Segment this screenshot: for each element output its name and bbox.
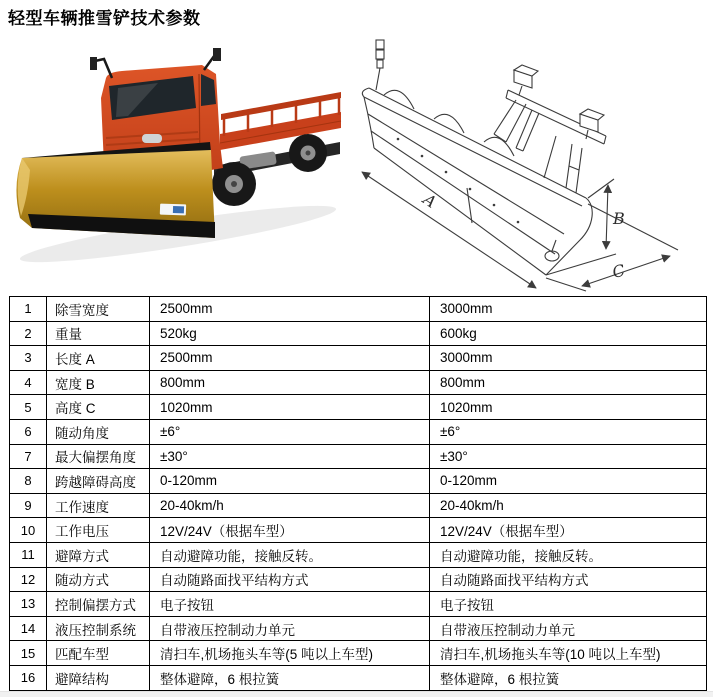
plow-dimension-drawing	[356, 38, 712, 294]
cell-row-number: 15	[10, 641, 47, 666]
label-a: A	[419, 189, 440, 212]
cell-value-model-1: 1020mm	[150, 395, 430, 420]
cell-value-model-2: 20-40km/h	[430, 493, 707, 518]
cell-parameter-name: 最大偏摆角度	[47, 444, 150, 469]
cell-parameter-name: 工作速度	[47, 493, 150, 518]
dimension-c	[546, 204, 678, 291]
cell-parameter-name: 液压控制系统	[47, 616, 150, 641]
cell-row-number: 4	[10, 370, 47, 395]
cell-value-model-1: 800mm	[150, 370, 430, 395]
cell-row-number: 6	[10, 419, 47, 444]
cell-parameter-name: 宽度 B	[47, 370, 150, 395]
spring-covers	[384, 90, 514, 156]
label-b: B	[613, 209, 625, 228]
table-row	[10, 395, 707, 420]
cell-value-model-1: 0-120mm	[150, 469, 430, 494]
cell-value-model-1: 2500mm	[150, 297, 430, 322]
table-row	[10, 419, 707, 444]
table-row	[10, 346, 707, 371]
cell-parameter-name: 随动方式	[47, 567, 150, 592]
table-row	[10, 542, 707, 567]
cell-value-model-2: 1020mm	[430, 395, 707, 420]
cell-value-model-2: 自动随路面找平结构方式	[430, 567, 707, 592]
lamp-box-left	[514, 65, 538, 95]
table-row	[10, 370, 707, 395]
cell-value-model-1: 电子按钮	[150, 592, 430, 617]
cell-parameter-name: 高度 C	[47, 395, 150, 420]
cell-value-model-2: 600kg	[430, 321, 707, 346]
cell-parameter-name: 跨越障碍高度	[47, 469, 150, 494]
table-row	[10, 444, 707, 469]
cell-value-model-1: 自动随路面找平结构方式	[150, 567, 430, 592]
cell-value-model-1: 520kg	[150, 321, 430, 346]
cell-value-model-2: 电子按钮	[430, 592, 707, 617]
mirror-glass-right	[213, 48, 221, 61]
cell-value-model-1: 20-40km/h	[150, 493, 430, 518]
cell-row-number: 14	[10, 616, 47, 641]
cell-parameter-name: 重量	[47, 321, 150, 346]
table-row	[10, 297, 707, 322]
marker-pole	[376, 40, 384, 90]
cell-value-model-2: 12V/24V（根据车型）	[430, 518, 707, 543]
cell-parameter-name: 避障方式	[47, 542, 150, 567]
brand-logo	[142, 134, 162, 143]
table-row	[10, 493, 707, 518]
cell-parameter-name: 长度 A	[47, 346, 150, 371]
label-c: C	[610, 260, 627, 282]
cell-row-number: 12	[10, 567, 47, 592]
cell-value-model-2: 整体避障，6 根拉簧	[430, 665, 707, 690]
cell-parameter-name: 避障结构	[47, 665, 150, 690]
table-row	[10, 469, 707, 494]
spec-table-body	[10, 297, 707, 691]
cell-row-number: 1	[10, 297, 47, 322]
table-row	[10, 321, 707, 346]
cell-value-model-2: 800mm	[430, 370, 707, 395]
cell-parameter-name: 工作电压	[47, 518, 150, 543]
truck-photo	[8, 46, 353, 292]
cell-value-model-1: 清扫车,机场拖头车等(5 吨以上车型)	[150, 641, 430, 666]
page-bottom-edge	[0, 691, 713, 697]
cell-parameter-name: 随动角度	[47, 419, 150, 444]
plow-blade	[16, 142, 215, 238]
table-row	[10, 641, 707, 666]
cell-row-number: 9	[10, 493, 47, 518]
table-row	[10, 518, 707, 543]
spec-table	[9, 296, 707, 691]
rear-wheel	[289, 134, 327, 172]
cell-row-number: 2	[10, 321, 47, 346]
plow-label-mark	[173, 206, 184, 213]
cell-value-model-1: ±6°	[150, 419, 430, 444]
cell-row-number: 13	[10, 592, 47, 617]
cell-value-model-2: 自动避障功能，接触反转。	[430, 542, 707, 567]
cell-value-model-1: 自带液压控制动力单元	[150, 616, 430, 641]
mirror-glass-left	[90, 57, 97, 70]
cell-row-number: 3	[10, 346, 47, 371]
page-title: 轻型车辆推雪铲技术参数	[8, 9, 201, 29]
table-row	[10, 616, 707, 641]
cell-value-model-2: 0-120mm	[430, 469, 707, 494]
dimension-a	[362, 172, 536, 288]
cell-row-number: 11	[10, 542, 47, 567]
table-row	[10, 665, 707, 690]
cell-value-model-2: 3000mm	[430, 297, 707, 322]
cell-parameter-name: 匹配车型	[47, 641, 150, 666]
cell-value-model-2: 清扫车,机场拖头车等(10 吨以上车型)	[430, 641, 707, 666]
mirror-arm-left	[95, 59, 112, 78]
cell-row-number: 7	[10, 444, 47, 469]
cell-parameter-name: 控制偏摆方式	[47, 592, 150, 617]
plow-diagram	[356, 38, 712, 294]
cell-value-model-2: ±6°	[430, 419, 707, 444]
cell-parameter-name: 除雪宽度	[47, 297, 150, 322]
cell-value-model-1: 整体避障，6 根拉簧	[150, 665, 430, 690]
truck-with-plow-illustration	[8, 46, 353, 292]
cell-value-model-1: 2500mm	[150, 346, 430, 371]
table-row	[10, 592, 707, 617]
cell-value-model-2: 自带液压控制动力单元	[430, 616, 707, 641]
cell-value-model-2: 3000mm	[430, 346, 707, 371]
cell-value-model-2: ±30°	[430, 444, 707, 469]
cell-row-number: 10	[10, 518, 47, 543]
cell-row-number: 5	[10, 395, 47, 420]
cell-value-model-1: 12V/24V（根据车型）	[150, 518, 430, 543]
blade-outline	[362, 88, 592, 275]
cell-row-number: 8	[10, 469, 47, 494]
cell-value-model-1: 自动避障功能，接触反转。	[150, 542, 430, 567]
table-row	[10, 567, 707, 592]
cell-row-number: 16	[10, 665, 47, 690]
cell-value-model-1: ±30°	[150, 444, 430, 469]
